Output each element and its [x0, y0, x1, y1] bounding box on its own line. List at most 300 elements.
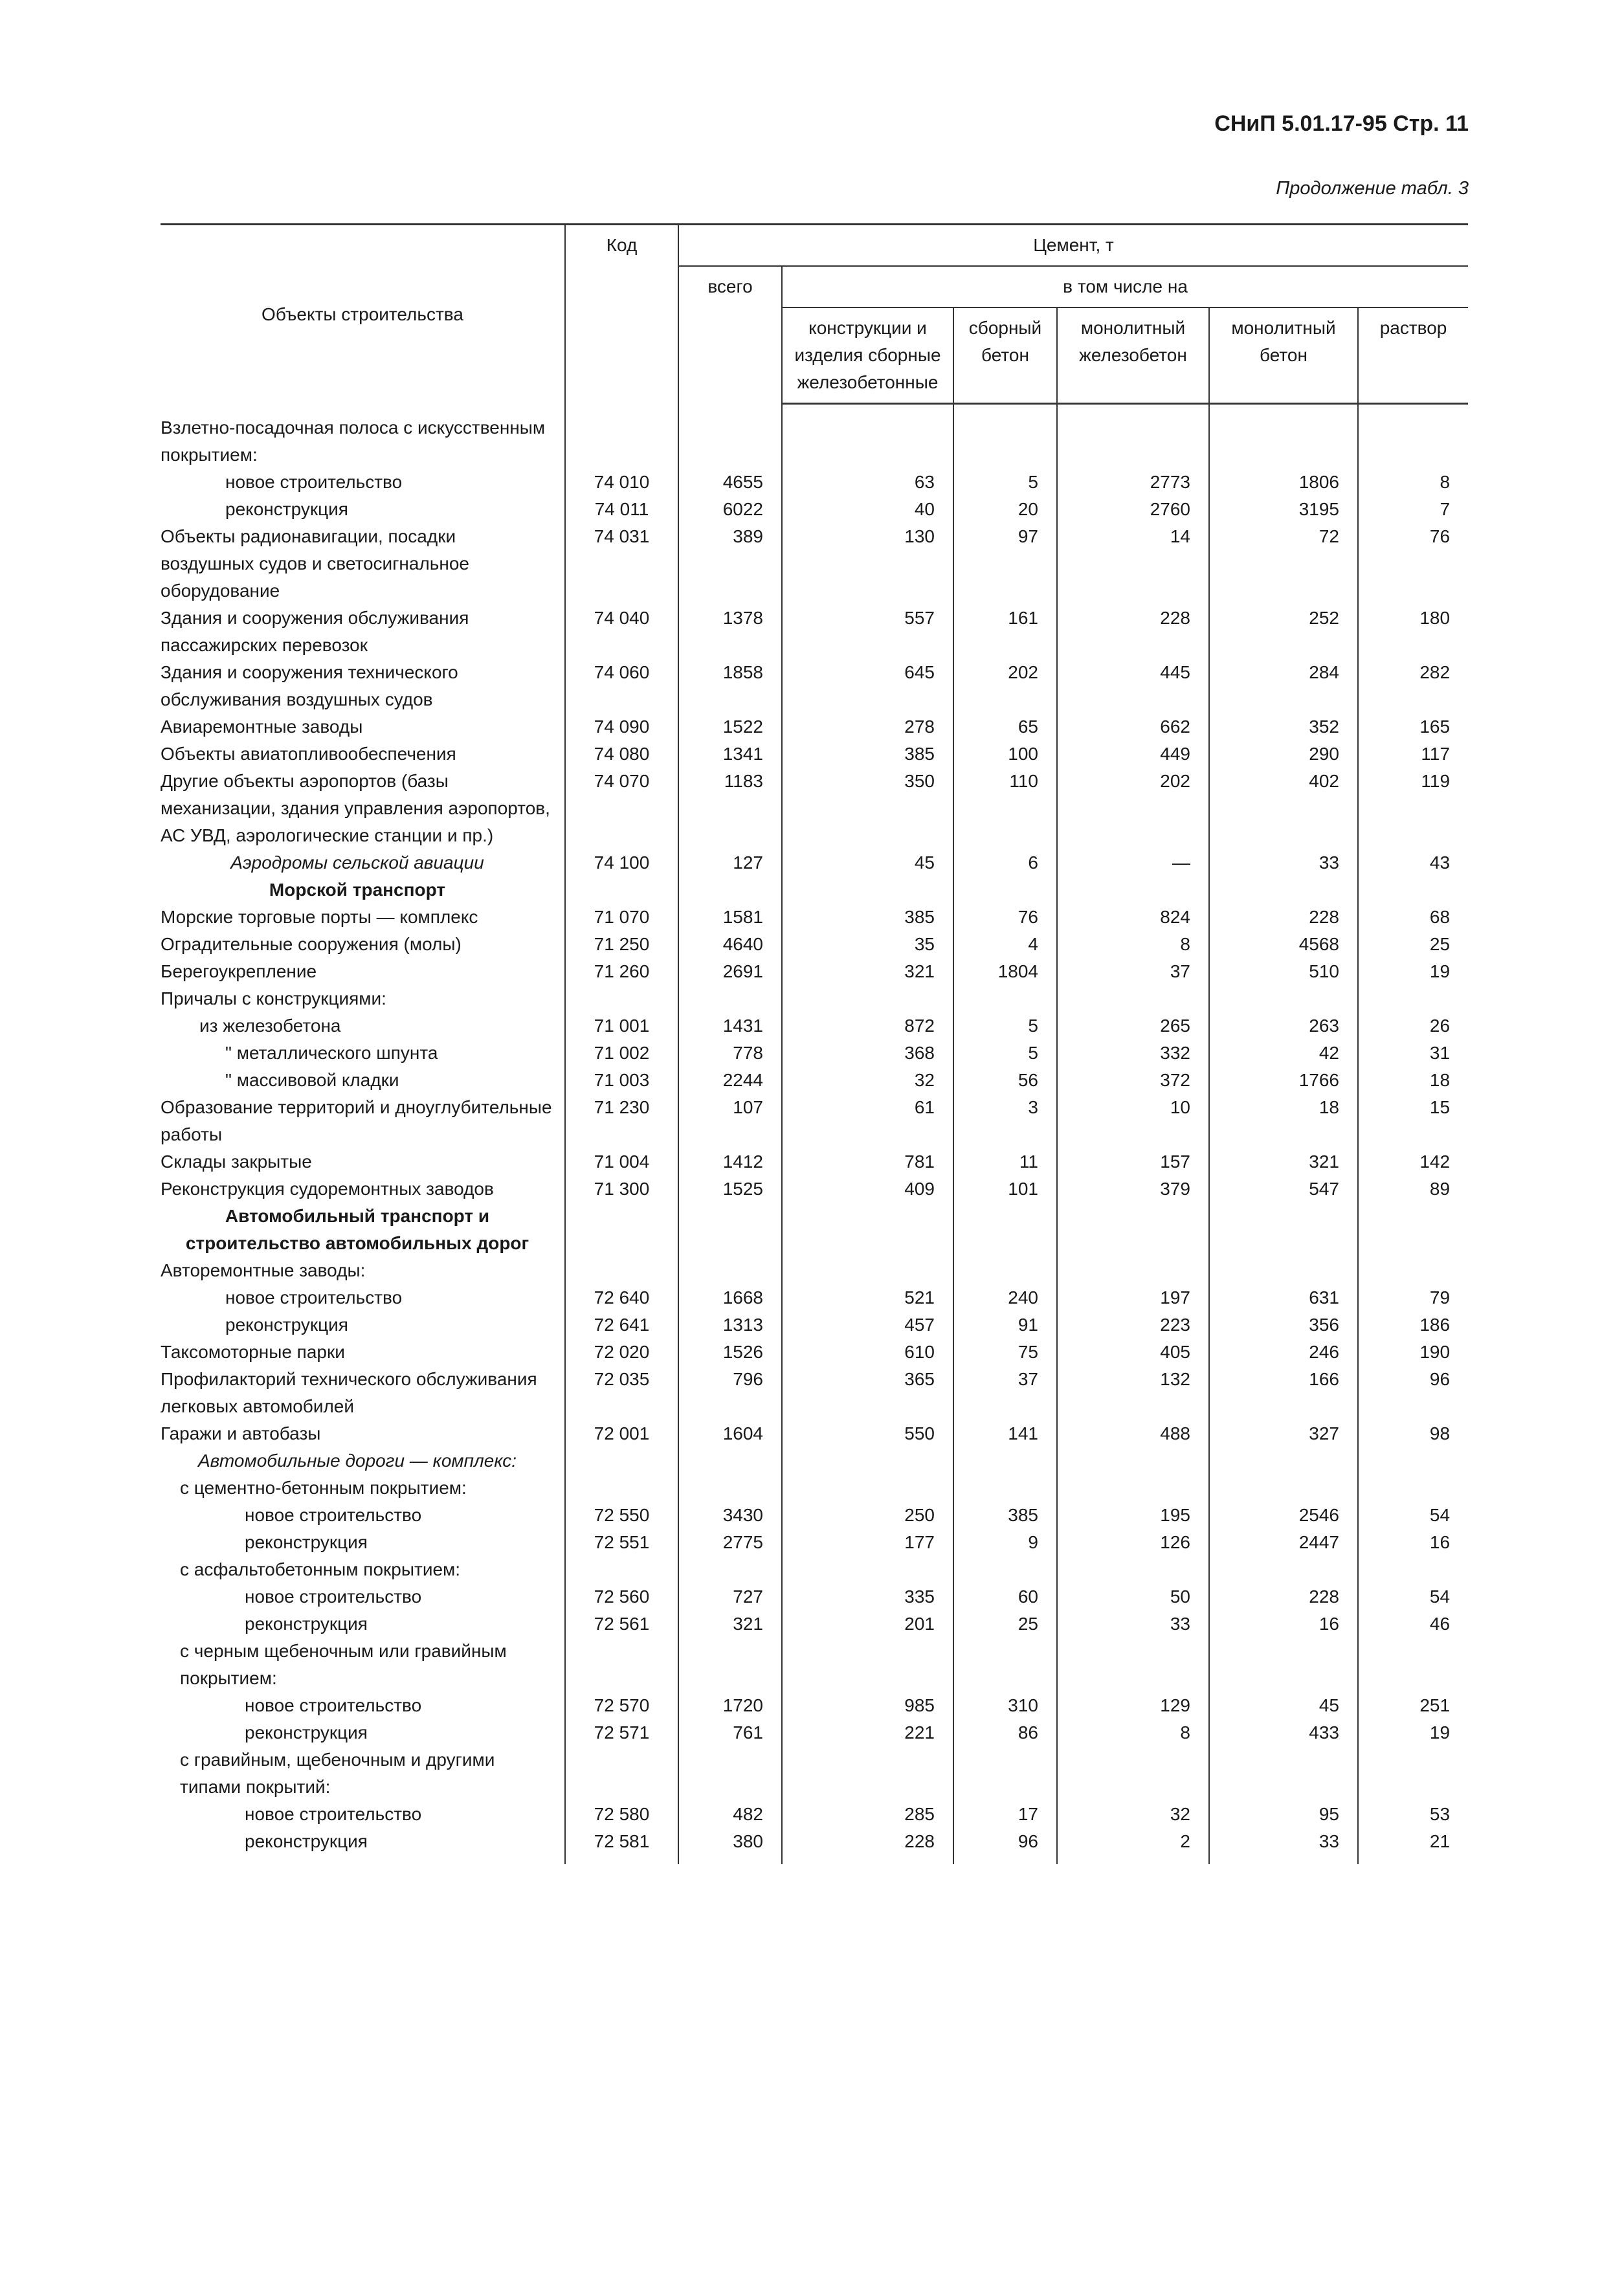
- cement-table: [161, 223, 1468, 1864]
- cell-monolithic-concrete: 33: [1209, 1828, 1358, 1864]
- cell-precast-products: 278: [782, 713, 953, 741]
- cell-monolithic-concrete: [1209, 404, 1358, 469]
- row-object-name: с цементно-бетонным покрытием:: [180, 1477, 467, 1498]
- cell-precast-concrete: 5: [953, 1040, 1057, 1067]
- cell-mortar: [1358, 1475, 1468, 1502]
- cell-monolithic-concrete: 4568: [1209, 931, 1358, 958]
- row-code: [565, 1203, 678, 1257]
- cell-monolithic-concrete: [1209, 1203, 1358, 1257]
- cell-precast-concrete: 110: [953, 768, 1057, 849]
- cell-total: 3430: [678, 1502, 782, 1529]
- cell-mortar: 25: [1358, 931, 1468, 958]
- cell-mortar: 76: [1358, 523, 1468, 605]
- cell-total: [678, 1556, 782, 1583]
- cell-precast-concrete: 6: [953, 849, 1057, 876]
- cell-precast-products: 250: [782, 1502, 953, 1529]
- table-continuation-label: Продолжение табл. 3: [1276, 178, 1469, 199]
- table-row: [161, 1475, 1468, 1502]
- cell-mortar: [1358, 1447, 1468, 1475]
- table-row: [161, 741, 1468, 768]
- row-code: [565, 1746, 678, 1801]
- cell-mortar: 19: [1358, 1719, 1468, 1746]
- cell-mortar: 15: [1358, 1094, 1468, 1148]
- cell-monolithic-rc: [1057, 1475, 1209, 1502]
- row-object-name: Причалы с конструкциями:: [161, 988, 386, 1008]
- cell-precast-concrete: 56: [953, 1067, 1057, 1094]
- cell-mortar: [1358, 985, 1468, 1012]
- cell-mortar: 26: [1358, 1012, 1468, 1040]
- table-row: [161, 1638, 1468, 1692]
- cell-monolithic-rc: 449: [1057, 741, 1209, 768]
- cell-mortar: 186: [1358, 1311, 1468, 1339]
- cell-precast-concrete: 100: [953, 741, 1057, 768]
- cell-precast-concrete: 60: [953, 1583, 1057, 1610]
- row-code: 74 080: [565, 741, 678, 768]
- cell-monolithic-rc: [1057, 1203, 1209, 1257]
- cell-monolithic-concrete: 166: [1209, 1366, 1358, 1420]
- cell-precast-concrete: 96: [953, 1828, 1057, 1864]
- cell-total: 1522: [678, 713, 782, 741]
- cell-precast-products: [782, 985, 953, 1012]
- cell-total: 761: [678, 1719, 782, 1746]
- table-row: [161, 1339, 1468, 1366]
- cell-mortar: 180: [1358, 605, 1468, 659]
- table-row: [161, 768, 1468, 849]
- table-row: [161, 1828, 1468, 1864]
- cell-monolithic-concrete: [1209, 1475, 1358, 1502]
- cell-total: [678, 1475, 782, 1502]
- row-object-name: из железобетона: [199, 1015, 341, 1036]
- table-row: [161, 1175, 1468, 1203]
- cell-monolithic-concrete: 228: [1209, 1583, 1358, 1610]
- cell-total: 1720: [678, 1692, 782, 1719]
- row-code: 72 551: [565, 1529, 678, 1556]
- cell-monolithic-concrete: [1209, 876, 1358, 904]
- cell-total: 778: [678, 1040, 782, 1067]
- cell-monolithic-rc: 372: [1057, 1067, 1209, 1094]
- row-code: [565, 1257, 678, 1284]
- table-row: [161, 1040, 1468, 1067]
- cell-monolithic-concrete: 547: [1209, 1175, 1358, 1203]
- cell-precast-products: [782, 1447, 953, 1475]
- cell-total: 796: [678, 1366, 782, 1420]
- cell-monolithic-rc: 10: [1057, 1094, 1209, 1148]
- cell-precast-concrete: 17: [953, 1801, 1057, 1828]
- cell-precast-concrete: 75: [953, 1339, 1057, 1366]
- row-object-name: Склады закрытые: [161, 1151, 312, 1172]
- col-monolithic-concrete: монолитный бетон: [1209, 307, 1358, 404]
- cell-precast-products: 550: [782, 1420, 953, 1447]
- table-row: [161, 1610, 1468, 1638]
- table-row: [161, 523, 1468, 605]
- table-row: [161, 496, 1468, 523]
- cell-total: 6022: [678, 496, 782, 523]
- cell-mortar: 98: [1358, 1420, 1468, 1447]
- row-object-name: Таксомоторные парки: [161, 1341, 345, 1362]
- row-object-name: с асфальтобетонным покрытием:: [180, 1559, 461, 1579]
- row-object-name: новое строительство: [245, 1695, 422, 1715]
- cell-precast-products: 335: [782, 1583, 953, 1610]
- row-code: 72 641: [565, 1311, 678, 1339]
- row-code: 71 260: [565, 958, 678, 985]
- cell-precast-products: 285: [782, 1801, 953, 1828]
- cell-monolithic-rc: 33: [1057, 1610, 1209, 1638]
- cell-precast-products: 409: [782, 1175, 953, 1203]
- cell-precast-concrete: 37: [953, 1366, 1057, 1420]
- cell-monolithic-rc: 195: [1057, 1502, 1209, 1529]
- cell-precast-concrete: [953, 985, 1057, 1012]
- cell-precast-concrete: 385: [953, 1502, 1057, 1529]
- table-row: [161, 1447, 1468, 1475]
- cell-precast-concrete: [953, 1447, 1057, 1475]
- cell-precast-products: 40: [782, 496, 953, 523]
- cell-mortar: 18: [1358, 1067, 1468, 1094]
- cell-precast-concrete: [953, 1203, 1057, 1257]
- cell-mortar: 142: [1358, 1148, 1468, 1175]
- cell-precast-concrete: 5: [953, 469, 1057, 496]
- cell-monolithic-concrete: [1209, 1556, 1358, 1583]
- row-code: 71 001: [565, 1012, 678, 1040]
- cell-total: 1858: [678, 659, 782, 713]
- table-row: [161, 1556, 1468, 1583]
- cell-total: 1341: [678, 741, 782, 768]
- cell-mortar: 43: [1358, 849, 1468, 876]
- cell-precast-concrete: 101: [953, 1175, 1057, 1203]
- row-code: [565, 1638, 678, 1692]
- row-object-name: Авиаремонтные заводы: [161, 716, 363, 737]
- row-code: 72 580: [565, 1801, 678, 1828]
- row-object-name: реконструкция: [245, 1531, 368, 1552]
- row-object-name: Оградительные сооружения (молы): [161, 933, 462, 954]
- cell-precast-products: [782, 1638, 953, 1692]
- cell-precast-products: 61: [782, 1094, 953, 1148]
- cell-total: 389: [678, 523, 782, 605]
- table-row: [161, 876, 1468, 904]
- cell-monolithic-rc: [1057, 1746, 1209, 1801]
- row-code: 74 010: [565, 469, 678, 496]
- cell-monolithic-concrete: 321: [1209, 1148, 1358, 1175]
- cell-precast-concrete: 4: [953, 931, 1057, 958]
- table-row: [161, 1692, 1468, 1719]
- cell-mortar: 31: [1358, 1040, 1468, 1067]
- cell-precast-products: 645: [782, 659, 953, 713]
- cell-total: 727: [678, 1583, 782, 1610]
- table-row: [161, 904, 1468, 931]
- row-object-name: Взлетно-посадочная полоса с искусственным покрытием:: [161, 417, 546, 465]
- cell-precast-concrete: [953, 404, 1057, 469]
- row-code: [565, 1447, 678, 1475]
- cell-mortar: 54: [1358, 1583, 1468, 1610]
- cell-total: [678, 404, 782, 469]
- table-row: [161, 849, 1468, 876]
- cell-total: 107: [678, 1094, 782, 1148]
- row-code: 72 001: [565, 1420, 678, 1447]
- cell-precast-products: 177: [782, 1529, 953, 1556]
- cell-monolithic-concrete: [1209, 1746, 1358, 1801]
- table-row: [161, 1502, 1468, 1529]
- cell-precast-concrete: 76: [953, 904, 1057, 931]
- row-object-name: Образование территорий и дноуглубительные работы: [161, 1097, 552, 1144]
- row-code: 71 300: [565, 1175, 678, 1203]
- table-row: [161, 1583, 1468, 1610]
- table-row: [161, 1366, 1468, 1420]
- cell-total: [678, 985, 782, 1012]
- cell-total: 1183: [678, 768, 782, 849]
- cell-mortar: [1358, 1638, 1468, 1692]
- col-cement: Цемент, т: [678, 225, 1468, 267]
- cell-monolithic-rc: [1057, 1638, 1209, 1692]
- row-object-name: Берегоукрепление: [161, 961, 317, 981]
- row-object-name: Другие объекты аэропортов (базы механизации, здания управления аэропортов, АС УВД, аэрологические станции и пр.): [161, 770, 550, 845]
- cell-mortar: 79: [1358, 1284, 1468, 1311]
- row-code: 72 640: [565, 1284, 678, 1311]
- cell-precast-products: 872: [782, 1012, 953, 1040]
- row-code: 72 550: [565, 1502, 678, 1529]
- table-row: [161, 1719, 1468, 1746]
- cell-precast-concrete: 1804: [953, 958, 1057, 985]
- cell-precast-concrete: 240: [953, 1284, 1057, 1311]
- cell-total: 2691: [678, 958, 782, 985]
- col-precast-products: конструкции и изделия сборные железобетонные: [782, 307, 953, 404]
- cell-monolithic-rc: 32: [1057, 1801, 1209, 1828]
- cell-monolithic-concrete: 327: [1209, 1420, 1358, 1447]
- cell-total: 1378: [678, 605, 782, 659]
- cell-precast-concrete: [953, 1556, 1057, 1583]
- cell-monolithic-rc: 37: [1057, 958, 1209, 985]
- cell-mortar: 16: [1358, 1529, 1468, 1556]
- table-row: [161, 931, 1468, 958]
- cell-precast-concrete: 97: [953, 523, 1057, 605]
- row-code: [565, 404, 678, 469]
- cell-precast-products: 32: [782, 1067, 953, 1094]
- cell-mortar: 46: [1358, 1610, 1468, 1638]
- cell-monolithic-concrete: 246: [1209, 1339, 1358, 1366]
- cell-total: 2775: [678, 1529, 782, 1556]
- cell-monolithic-concrete: [1209, 1257, 1358, 1284]
- cell-total: 1431: [678, 1012, 782, 1040]
- cell-precast-products: 557: [782, 605, 953, 659]
- row-code: 71 250: [565, 931, 678, 958]
- row-code: 72 035: [565, 1366, 678, 1420]
- table-row: [161, 1420, 1468, 1447]
- cell-precast-products: 321: [782, 958, 953, 985]
- cell-monolithic-concrete: [1209, 1447, 1358, 1475]
- cell-precast-products: 368: [782, 1040, 953, 1067]
- cell-mortar: [1358, 1746, 1468, 1801]
- cell-monolithic-rc: 8: [1057, 1719, 1209, 1746]
- cell-monolithic-rc: 332: [1057, 1040, 1209, 1067]
- table-body: [161, 404, 1468, 1864]
- cell-precast-products: [782, 1257, 953, 1284]
- cell-total: 4640: [678, 931, 782, 958]
- table-row: [161, 1801, 1468, 1828]
- cell-monolithic-concrete: 356: [1209, 1311, 1358, 1339]
- cell-precast-products: 63: [782, 469, 953, 496]
- cell-monolithic-concrete: 3195: [1209, 496, 1358, 523]
- cell-mortar: 54: [1358, 1502, 1468, 1529]
- row-object-name: реконструкция: [245, 1613, 368, 1634]
- cell-monolithic-rc: 2760: [1057, 496, 1209, 523]
- cell-monolithic-concrete: 16: [1209, 1610, 1358, 1638]
- cell-mortar: 251: [1358, 1692, 1468, 1719]
- cell-mortar: 96: [1358, 1366, 1468, 1420]
- row-object-name: новое строительство: [245, 1586, 422, 1607]
- cell-monolithic-rc: [1057, 1257, 1209, 1284]
- row-code: 72 560: [565, 1583, 678, 1610]
- page-header: СНиП 5.01.17-95 Стр. 11: [1214, 111, 1469, 136]
- cell-precast-concrete: 25: [953, 1610, 1057, 1638]
- row-code: 72 571: [565, 1719, 678, 1746]
- row-object-name: с гравийным, щебеночным и другими типами покрытий:: [180, 1749, 495, 1797]
- cell-mortar: 53: [1358, 1801, 1468, 1828]
- cell-mortar: [1358, 1257, 1468, 1284]
- cell-precast-concrete: 310: [953, 1692, 1057, 1719]
- row-object-name: новое строительство: [225, 1287, 403, 1308]
- row-code: 74 100: [565, 849, 678, 876]
- cell-mortar: 68: [1358, 904, 1468, 931]
- cell-total: [678, 1447, 782, 1475]
- table-row: [161, 713, 1468, 741]
- cell-monolithic-rc: 2773: [1057, 469, 1209, 496]
- table-head: [161, 225, 1468, 404]
- cell-monolithic-concrete: [1209, 1638, 1358, 1692]
- cell-monolithic-rc: [1057, 985, 1209, 1012]
- cell-precast-concrete: [953, 876, 1057, 904]
- cell-mortar: 190: [1358, 1339, 1468, 1366]
- cell-total: 380: [678, 1828, 782, 1864]
- row-code: 72 561: [565, 1610, 678, 1638]
- row-code: 74 090: [565, 713, 678, 741]
- cell-precast-concrete: [953, 1475, 1057, 1502]
- cell-monolithic-concrete: 510: [1209, 958, 1358, 985]
- table-row: [161, 1311, 1468, 1339]
- cell-precast-concrete: 11: [953, 1148, 1057, 1175]
- cell-monolithic-concrete: 631: [1209, 1284, 1358, 1311]
- cell-precast-concrete: 9: [953, 1529, 1057, 1556]
- cell-monolithic-concrete: 402: [1209, 768, 1358, 849]
- cell-precast-products: 385: [782, 904, 953, 931]
- cell-monolithic-concrete: 290: [1209, 741, 1358, 768]
- cell-precast-products: [782, 1746, 953, 1801]
- table-row: [161, 469, 1468, 496]
- row-object-name: реконструкция: [245, 1722, 368, 1743]
- row-object-name: Морской транспорт: [269, 879, 446, 900]
- cell-precast-products: [782, 876, 953, 904]
- cell-monolithic-rc: —: [1057, 849, 1209, 876]
- table-row: [161, 1012, 1468, 1040]
- row-object-name: с черным щебеночным или гравийным покрытием:: [180, 1640, 507, 1688]
- cell-total: 1313: [678, 1311, 782, 1339]
- cell-precast-concrete: 91: [953, 1311, 1057, 1339]
- row-object-name: Автомобильный транспорт и строительство автомобильных дорог: [185, 1205, 529, 1253]
- row-code: 74 011: [565, 496, 678, 523]
- row-object-name: Автомобильные дороги — комплекс:: [197, 1450, 517, 1471]
- cell-precast-products: 521: [782, 1284, 953, 1311]
- table-row: [161, 1257, 1468, 1284]
- cell-mortar: 19: [1358, 958, 1468, 985]
- cell-monolithic-concrete: 1766: [1209, 1067, 1358, 1094]
- cell-monolithic-rc: 488: [1057, 1420, 1209, 1447]
- cell-monolithic-rc: 129: [1057, 1692, 1209, 1719]
- cell-precast-products: 365: [782, 1366, 953, 1420]
- table-row: [161, 605, 1468, 659]
- row-object-name: Реконструкция судоремонтных заводов: [161, 1178, 494, 1199]
- cell-mortar: [1358, 1556, 1468, 1583]
- cell-total: 2244: [678, 1067, 782, 1094]
- cell-total: [678, 1203, 782, 1257]
- cell-total: 1525: [678, 1175, 782, 1203]
- cell-precast-concrete: 86: [953, 1719, 1057, 1746]
- cell-monolithic-rc: 662: [1057, 713, 1209, 741]
- cell-precast-concrete: [953, 1257, 1057, 1284]
- cell-monolithic-concrete: 2447: [1209, 1529, 1358, 1556]
- row-object-name: Аэродромы сельской авиации: [230, 852, 484, 873]
- cell-total: [678, 1746, 782, 1801]
- cell-precast-products: 45: [782, 849, 953, 876]
- row-code: [565, 1475, 678, 1502]
- cell-monolithic-concrete: 284: [1209, 659, 1358, 713]
- row-code: 72 581: [565, 1828, 678, 1864]
- row-object-name: Здания и сооружения обслуживания пассажирских перевозок: [161, 607, 469, 655]
- row-code: 71 230: [565, 1094, 678, 1148]
- row-object-name: Авторемонтные заводы:: [161, 1260, 366, 1280]
- cell-monolithic-concrete: 45: [1209, 1692, 1358, 1719]
- table-row: [161, 1746, 1468, 1801]
- cell-mortar: [1358, 876, 1468, 904]
- row-object-name: новое строительство: [245, 1504, 422, 1525]
- cell-precast-products: 228: [782, 1828, 953, 1864]
- cell-monolithic-rc: 379: [1057, 1175, 1209, 1203]
- cell-total: [678, 1638, 782, 1692]
- col-mortar: раствор: [1358, 307, 1468, 404]
- row-code: [565, 876, 678, 904]
- cell-mortar: 21: [1358, 1828, 1468, 1864]
- cell-monolithic-concrete: 252: [1209, 605, 1358, 659]
- cell-total: [678, 876, 782, 904]
- row-code: 74 031: [565, 523, 678, 605]
- cell-monolithic-rc: [1057, 1556, 1209, 1583]
- table-row: [161, 1067, 1468, 1094]
- cell-monolithic-rc: [1057, 1447, 1209, 1475]
- row-object-name: Здания и сооружения технического обслуживания воздушных судов: [161, 662, 458, 709]
- table-row: [161, 1148, 1468, 1175]
- cell-mortar: 89: [1358, 1175, 1468, 1203]
- cell-monolithic-rc: 197: [1057, 1284, 1209, 1311]
- cell-monolithic-concrete: [1209, 985, 1358, 1012]
- row-object-name: Гаражи и автобазы: [161, 1423, 321, 1443]
- cell-monolithic-rc: 405: [1057, 1339, 1209, 1366]
- cell-monolithic-rc: 228: [1057, 605, 1209, 659]
- table-row: [161, 1094, 1468, 1148]
- row-code: 74 070: [565, 768, 678, 849]
- cell-precast-concrete: 202: [953, 659, 1057, 713]
- cell-precast-products: 350: [782, 768, 953, 849]
- cell-total: 127: [678, 849, 782, 876]
- cell-monolithic-rc: 14: [1057, 523, 1209, 605]
- cell-monolithic-concrete: 1806: [1209, 469, 1358, 496]
- cell-monolithic-rc: [1057, 404, 1209, 469]
- row-object-name: " массивовой кладки: [225, 1069, 399, 1090]
- cell-total: 321: [678, 1610, 782, 1638]
- table-row: [161, 404, 1468, 469]
- table-row: [161, 1284, 1468, 1311]
- cell-precast-concrete: 161: [953, 605, 1057, 659]
- cell-total: 482: [678, 1801, 782, 1828]
- row-object-name: реконструкция: [245, 1831, 368, 1851]
- cell-total: [678, 1257, 782, 1284]
- table-row: [161, 958, 1468, 985]
- cell-precast-products: 221: [782, 1719, 953, 1746]
